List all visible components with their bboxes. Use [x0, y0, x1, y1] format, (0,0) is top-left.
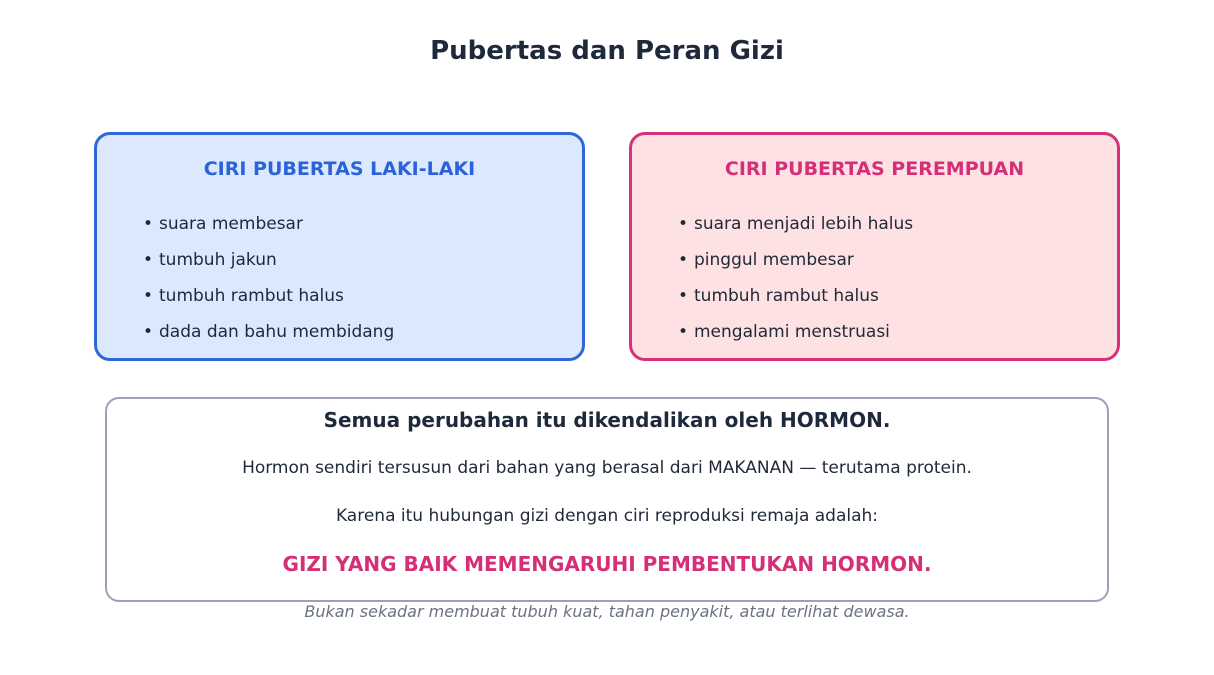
- bullet-icon: •: [143, 214, 154, 234]
- female-traits-list: [678, 206, 913, 350]
- info-text-hormone-source: Hormon sendiri tersusun dari bahan yang berasal dari MAKANAN — terutama protein.: [242, 458, 972, 478]
- list-item-text: suara menjadi lebih halus: [694, 214, 914, 234]
- bullet-icon: •: [678, 214, 689, 234]
- hormone-info-box: [105, 397, 1109, 602]
- list-item-text: pinggul membesar: [694, 250, 854, 270]
- female-puberty-card: [629, 132, 1120, 361]
- list-item: [143, 278, 394, 314]
- list-item: [143, 242, 394, 278]
- list-item-text: suara membesar: [159, 214, 303, 234]
- list-item-text: dada dan bahu membidang: [159, 322, 395, 342]
- bullet-icon: •: [143, 250, 154, 270]
- list-item: [678, 206, 913, 242]
- list-item-text: tumbuh rambut halus: [159, 286, 344, 306]
- list-item: [678, 278, 913, 314]
- list-item-text: tumbuh jakun: [159, 250, 277, 270]
- list-item: [143, 206, 394, 242]
- bullet-icon: •: [143, 322, 154, 342]
- male-traits-list: [143, 206, 394, 350]
- male-puberty-card: [94, 132, 585, 361]
- list-item: [143, 314, 394, 350]
- male-card-heading: CIRI PUBERTAS LAKI-LAKI: [203, 158, 476, 180]
- bullet-icon: •: [143, 286, 154, 306]
- list-item: [678, 242, 913, 278]
- bullet-icon: •: [678, 322, 689, 342]
- list-item-text: mengalami menstruasi: [694, 322, 890, 342]
- list-item-text: tumbuh rambut halus: [694, 286, 879, 306]
- footnote: Bukan sekadar membuat tubuh kuat, tahan penyakit, atau terlihat dewasa.: [304, 602, 910, 621]
- bullet-icon: •: [678, 286, 689, 306]
- info-conclusion: GIZI YANG BAIK MEMENGARUHI PEMBENTUKAN HORMON.: [282, 552, 932, 576]
- info-heading: Semua perubahan itu dikendalikan oleh HORMON.: [323, 408, 891, 432]
- info-text-relationship: Karena itu hubungan gizi dengan ciri reproduksi remaja adalah:: [335, 506, 879, 526]
- list-item: [678, 314, 913, 350]
- female-card-heading: CIRI PUBERTAS PEREMPUAN: [724, 158, 1025, 180]
- bullet-icon: •: [678, 250, 689, 270]
- diagram-title: Pubertas dan Peran Gizi: [430, 36, 784, 66]
